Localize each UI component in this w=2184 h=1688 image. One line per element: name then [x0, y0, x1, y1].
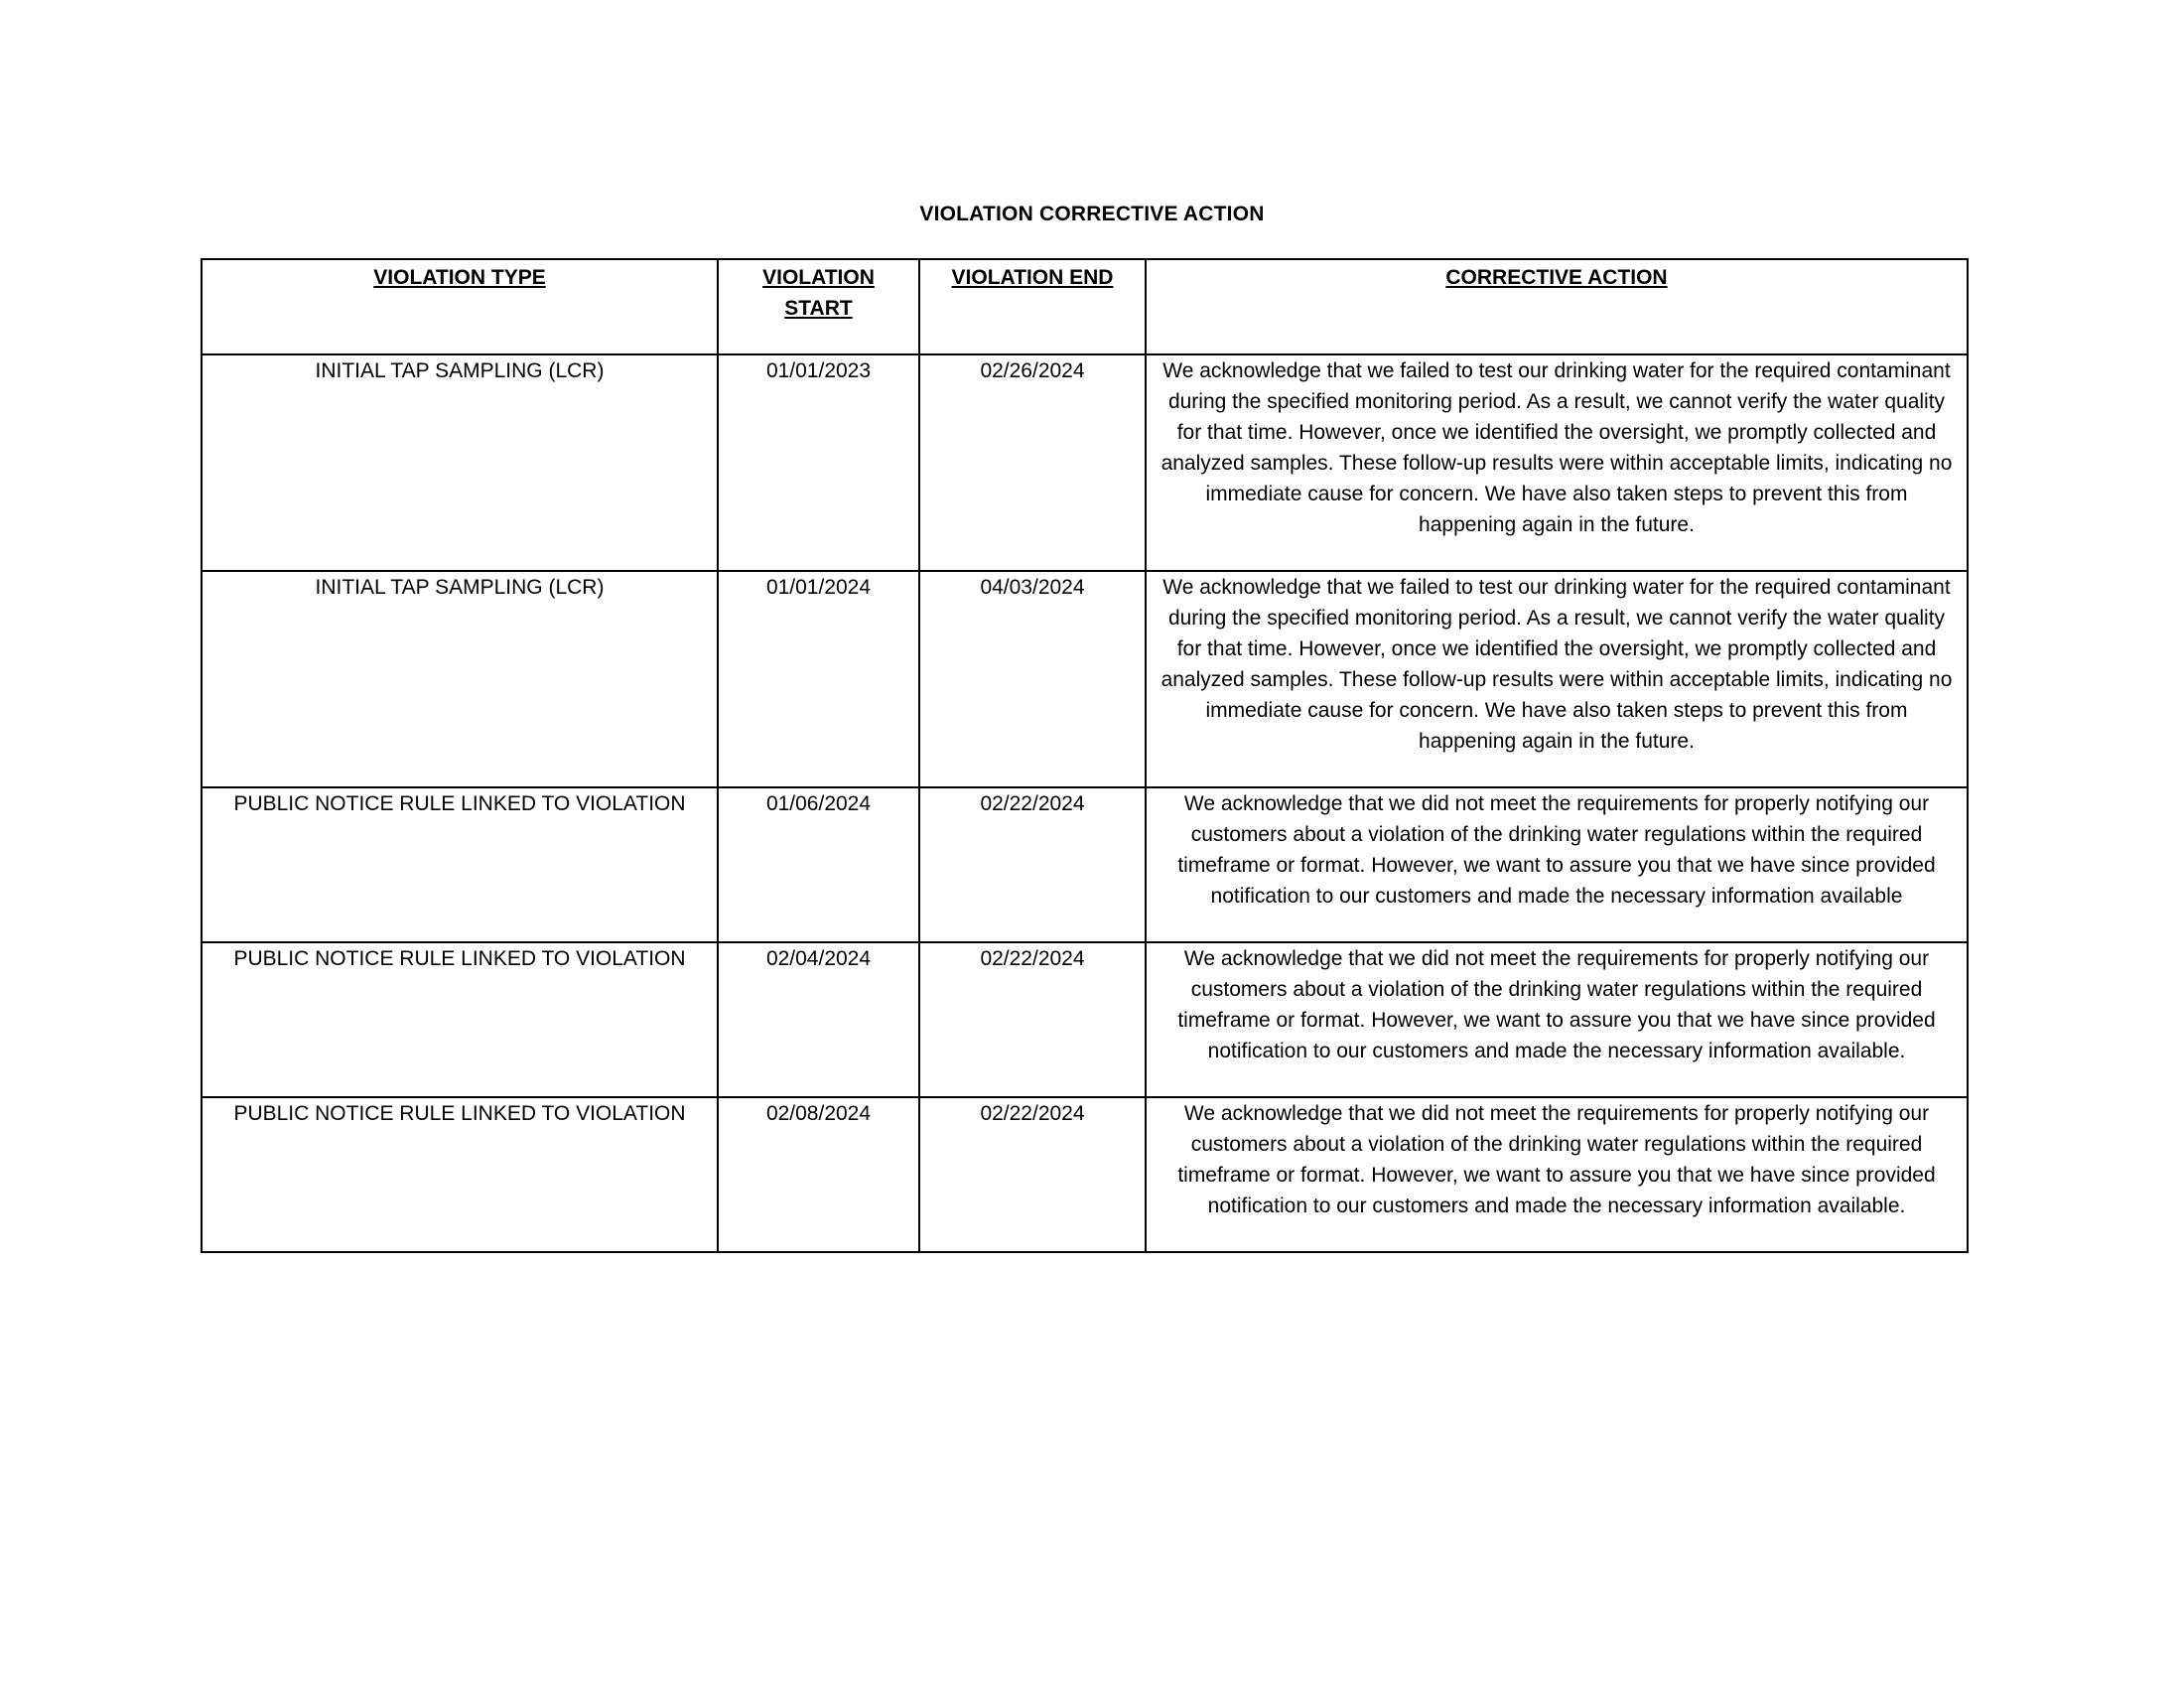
violation-end-cell: 02/22/2024 — [919, 787, 1146, 942]
violation-end-cell: 02/22/2024 — [919, 942, 1146, 1097]
table-row — [202, 942, 1968, 1097]
violation-start-cell: 02/04/2024 — [718, 942, 919, 1097]
table-row — [202, 571, 1968, 787]
corrective-action-cell: We acknowledge that we failed to test our drinking water for the required contaminant during the specified monitoring period. As a result, we cannot verify the water quality for that time. However, once we identified the oversight, we promptly collected and analyzed samples. These follow-up results were within acceptable limits, indicating no immediate cause for concern. We have also taken steps to prevent this from happening again in the future. — [1146, 571, 1968, 787]
violation-type-cell: PUBLIC NOTICE RULE LINKED TO VIOLATION — [202, 1097, 718, 1252]
violation-type-cell: INITIAL TAP SAMPLING (LCR) — [202, 571, 718, 787]
table-row — [202, 354, 1968, 571]
corrective-action-cell: We acknowledge that we did not meet the requirements for properly notifying our customers about a violation of the drinking water regulations within the required timeframe or format. However, we want to assure you that we have since provided notification to our customers and made the necessary information available. — [1146, 942, 1968, 1097]
violation-start-cell: 02/08/2024 — [718, 1097, 919, 1252]
violation-table — [201, 258, 1969, 1253]
table-row — [202, 1097, 1968, 1252]
violation-type-cell: PUBLIC NOTICE RULE LINKED TO VIOLATION — [202, 787, 718, 942]
violation-end-cell: 04/03/2024 — [919, 571, 1146, 787]
violation-start-cell: 01/01/2024 — [718, 571, 919, 787]
header-violation-type: VIOLATION TYPE — [202, 259, 718, 354]
document-title: VIOLATION CORRECTIVE ACTION — [919, 203, 1265, 225]
header-violation-end: VIOLATION END — [919, 259, 1146, 354]
table-header-row — [202, 259, 1968, 354]
corrective-action-cell: We acknowledge that we did not meet the requirements for properly notifying our customers about a violation of the drinking water regulations within the required timeframe or format. However, we want to assure you that we have since provided notification to our customers and made the necessary information available. — [1146, 1097, 1968, 1252]
violation-end-cell: 02/26/2024 — [919, 354, 1146, 571]
violation-start-cell: 01/01/2023 — [718, 354, 919, 571]
violation-type-cell: PUBLIC NOTICE RULE LINKED TO VIOLATION — [202, 942, 718, 1097]
header-violation-start: VIOLATION START — [718, 259, 919, 354]
header-corrective-action: CORRECTIVE ACTION — [1146, 259, 1968, 354]
violation-start-cell: 01/06/2024 — [718, 787, 919, 942]
violation-type-cell: INITIAL TAP SAMPLING (LCR) — [202, 354, 718, 571]
corrective-action-cell: We acknowledge that we did not meet the requirements for properly notifying our customers about a violation of the drinking water regulations within the required timeframe or format. However, we want to assure you that we have since provided notification to our customers and made the necessary information available — [1146, 787, 1968, 942]
corrective-action-cell: We acknowledge that we failed to test our drinking water for the required contaminant during the specified monitoring period. As a result, we cannot verify the water quality for that time. However, once we identified the oversight, we promptly collected and analyzed samples. These follow-up results were within acceptable limits, indicating no immediate cause for concern. We have also taken steps to prevent this from happening again in the future. — [1146, 354, 1968, 571]
table-row — [202, 787, 1968, 942]
violation-end-cell: 02/22/2024 — [919, 1097, 1146, 1252]
